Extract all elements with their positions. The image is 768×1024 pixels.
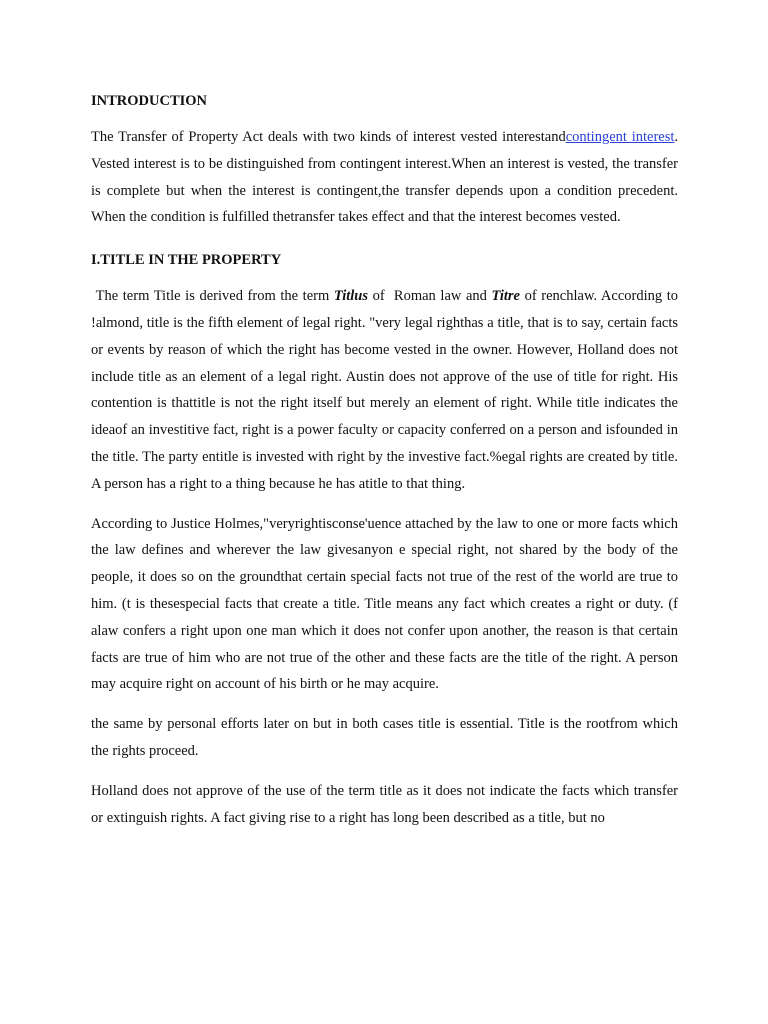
document-page [91,91,682,831]
title-section-heading: I.TITLE IN THE PROPERTY [91,252,282,269]
holmes-paragraph: According to Justice Holmes,"veryrightisconse'uence attached by the law to one or more facts which the law defines and wherever the law givesanyon e special right, not shared by the body of the people, it does so on the groundthat certain special facts not true of the rest of the world are true to him. (t is thesespecial facts that create a title. Title means any fact which creates a right or duty. (f alaw confers a right upon one man which it does not confer upon another, the reason is that certain facts are true of him who are not true of the other and these facts are the title of the right. A person may acquire right on account of his birth or he may acquire. [91,515,678,693]
intro-text-end: . Vested interest is to be distinguished from contingent interest.When an interest is vested, the transfer is complete but when the interest is contingent,the transfer depends upon a condition precedent. When the condition is fulfilled thetransfer takes effect and that the interest becomes vested. [91,129,679,226]
intro-text-start: The Transfer of Property Act deals with two kinds of interest vested interestand [91,129,566,145]
titlus-term: Titlus [333,288,368,305]
title-text-1: The term Title is derived from the term [91,288,334,305]
contingent-interest-link[interactable]: contingent interest [565,129,675,145]
title-text-2: of Roman law and [368,288,492,305]
rootfrom-paragraph: the same by personal efforts later on but in both cases title is essential. Title is the rootfrom which the rights proceed. [91,716,678,759]
holland-paragraph: Holland does not approve of the use of the term title as it does not indicate the facts which transfer or extinguish rights. A fact giving rise to a right has long been described as a title, but no [91,782,678,826]
introduction-paragraph [91,124,678,231]
title-paragraph [91,283,682,497]
title-text-3: of renchlaw. According to !almond, title is the fifth element of legal right. "very legal righthas a title, that is to say, certain facts or events by reason of which the right has become vested in the owner. However, Holland does not include title as an element of a legal right. Austin does not approve of the use of title for right. His contention is thattitle is not the right itself but merely an element of right. While title indicates the ideaof an investitive fact, right is a power faculty or capacity conferred on a person and isfounded in the title. The party entitle is invested with right by the investive fact.%egal rights are created by title. A person has a right to a thing because he has atitle to that thing. [91,288,682,492]
introduction-heading: INTRODUCTION [91,93,208,109]
titre-term: Titre [491,288,520,305]
